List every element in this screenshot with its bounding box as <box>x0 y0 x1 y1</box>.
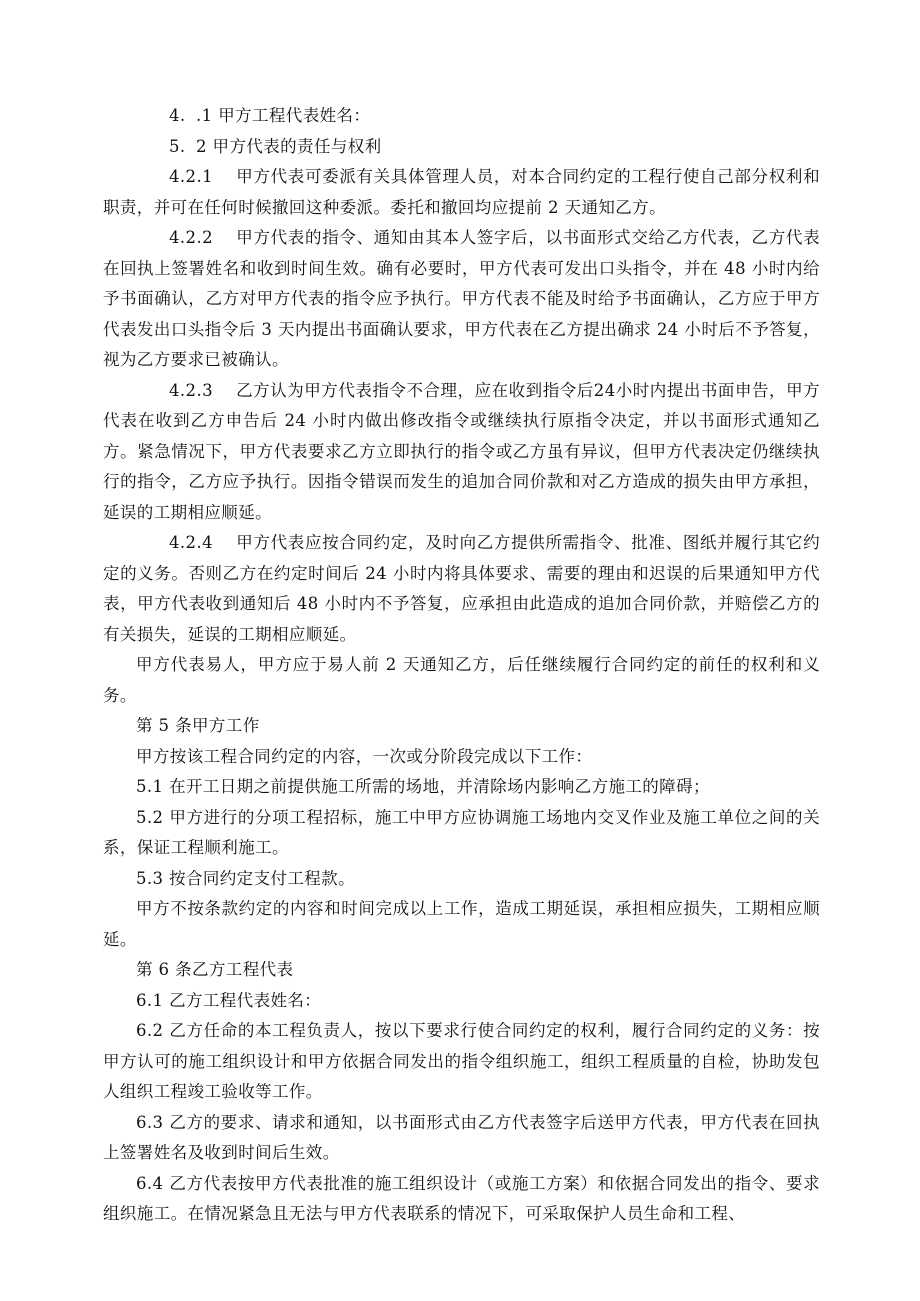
clause-text: 甲方代表的指令、通知由其本人签字后，以书面形式交给乙方代表，乙方代表在回执上签署姓名和收到时间生效。确有必要时，甲方代表可发出口头指令，并在 48 小时内给予书面确认，乙方对甲方代表的指令应予执行。甲方代表不能及时给予书面确认，乙方应于甲方代表发出口头指令后 3 天内提出书面确认要求，甲方代表在乙方提出确求 24 小时后不予答复，视为乙方要求已被确认。 <box>103 228 820 369</box>
clause-text: 甲方代表应按合同约定，及时向乙方提供所需指令、批准、图纸并履行其它约定的义务。否则乙方在约定时间后 24 小时内将具体要求、需要的理由和迟误的后果通知甲方代表，甲方代表收到通知后 48 小时内不予答复，应承担由此造成的追加合同价款，并赔偿乙方的有关损失，延误的工期相应顺延。 <box>103 533 820 644</box>
clause-paragraph <box>103 376 820 529</box>
list-item: 6.3 乙方的要求、请求和通知，以书面形式由乙方代表签字后送甲方代表，甲方代表在回执上签署姓名及收到时间后生效。 <box>103 1112 820 1162</box>
clause-number: 4.2.1 <box>169 167 213 186</box>
section-number: 5. <box>169 136 186 156</box>
section-title: .1 甲方工程代表姓名： <box>196 106 371 125</box>
article-heading: 第 5 条甲方工作 <box>136 716 260 735</box>
clause-text: 乙方认为甲方代表指令不合理，应在收到指令后24小时内提出书面申告，甲方代表在收到乙方申告后 24 小时内做出修改指令或继续执行原指令决定，并以书面形式通知乙方。紧急情况下，甲方代表要求乙方立即执行的指令或乙方虽有异议，但甲方代表决定仍继续执行的指令，乙方应予执行。因指令错误而发生的追加合同价款和对乙方造成的损失由甲方承担，延误的工期相应顺延。 <box>103 380 820 522</box>
list-item: 6.2 乙方任命的本工程负责人，按以下要求行使合同约定的权利，履行合同约定的义务：按甲方认可的施工组织设计和甲方依据合同发出的指令组织施工，组织工程质量的自检，协助发包人组织工程竣工验收等工作。 <box>103 1021 820 1101</box>
section-title: 2 甲方代表的责任与权利 <box>196 136 382 156</box>
clause-paragraph <box>103 162 820 223</box>
section-number: 4. <box>169 106 186 125</box>
clause-number: 4.2.3 <box>169 380 213 400</box>
section-heading <box>103 132 820 163</box>
clause-paragraph <box>103 528 820 650</box>
list-item: 5.2 甲方进行的分项工程招标，施工中甲方应协调施工场地内交叉作业及施工单位之间的关系，保证工程顺利施工。 <box>103 807 820 857</box>
clause-text: 甲方代表可委派有关具体管理人员，对本合同约定的工程行使自己部分权利和职责，并可在任何时候撤回这种委派。委托和撤回均应提前 2 天通知乙方。 <box>103 167 820 217</box>
body-paragraph: 甲方按该工程合同约定的内容，一次或分阶段完成以下工作： <box>136 746 593 766</box>
clause-number: 4.2.2 <box>169 228 213 247</box>
list-item: 5.1 在开工日期之前提供施工所需的场地，并清除场内影响乙方施工的障碍； <box>136 777 710 796</box>
clause-paragraph <box>103 223 820 376</box>
list-item: 5.3 按合同约定支付工程款。 <box>136 868 355 888</box>
section-heading <box>103 101 820 132</box>
list-item: 6.1 乙方工程代表姓名： <box>136 990 322 1010</box>
clause-number: 4.2.4 <box>169 533 213 552</box>
body-paragraph: 甲方代表易人，甲方应于易人前 2 天通知乙方，后任继续履行合同约定的前任的权利和义务。 <box>103 655 820 705</box>
article-heading: 第 6 条乙方工程代表 <box>136 960 294 979</box>
body-paragraph: 甲方不按条款约定的内容和时间完成以上工作，造成工期延误，承担相应损失，工期相应顺延。 <box>103 899 820 949</box>
list-item: 6.4 乙方代表按甲方代表批准的施工组织设计（或施工方案）和依据合同发出的指令、要求组织施工。在情况紧急且无法与甲方代表联系的情况下，可采取保护人员生命和工程、 <box>103 1173 820 1223</box>
